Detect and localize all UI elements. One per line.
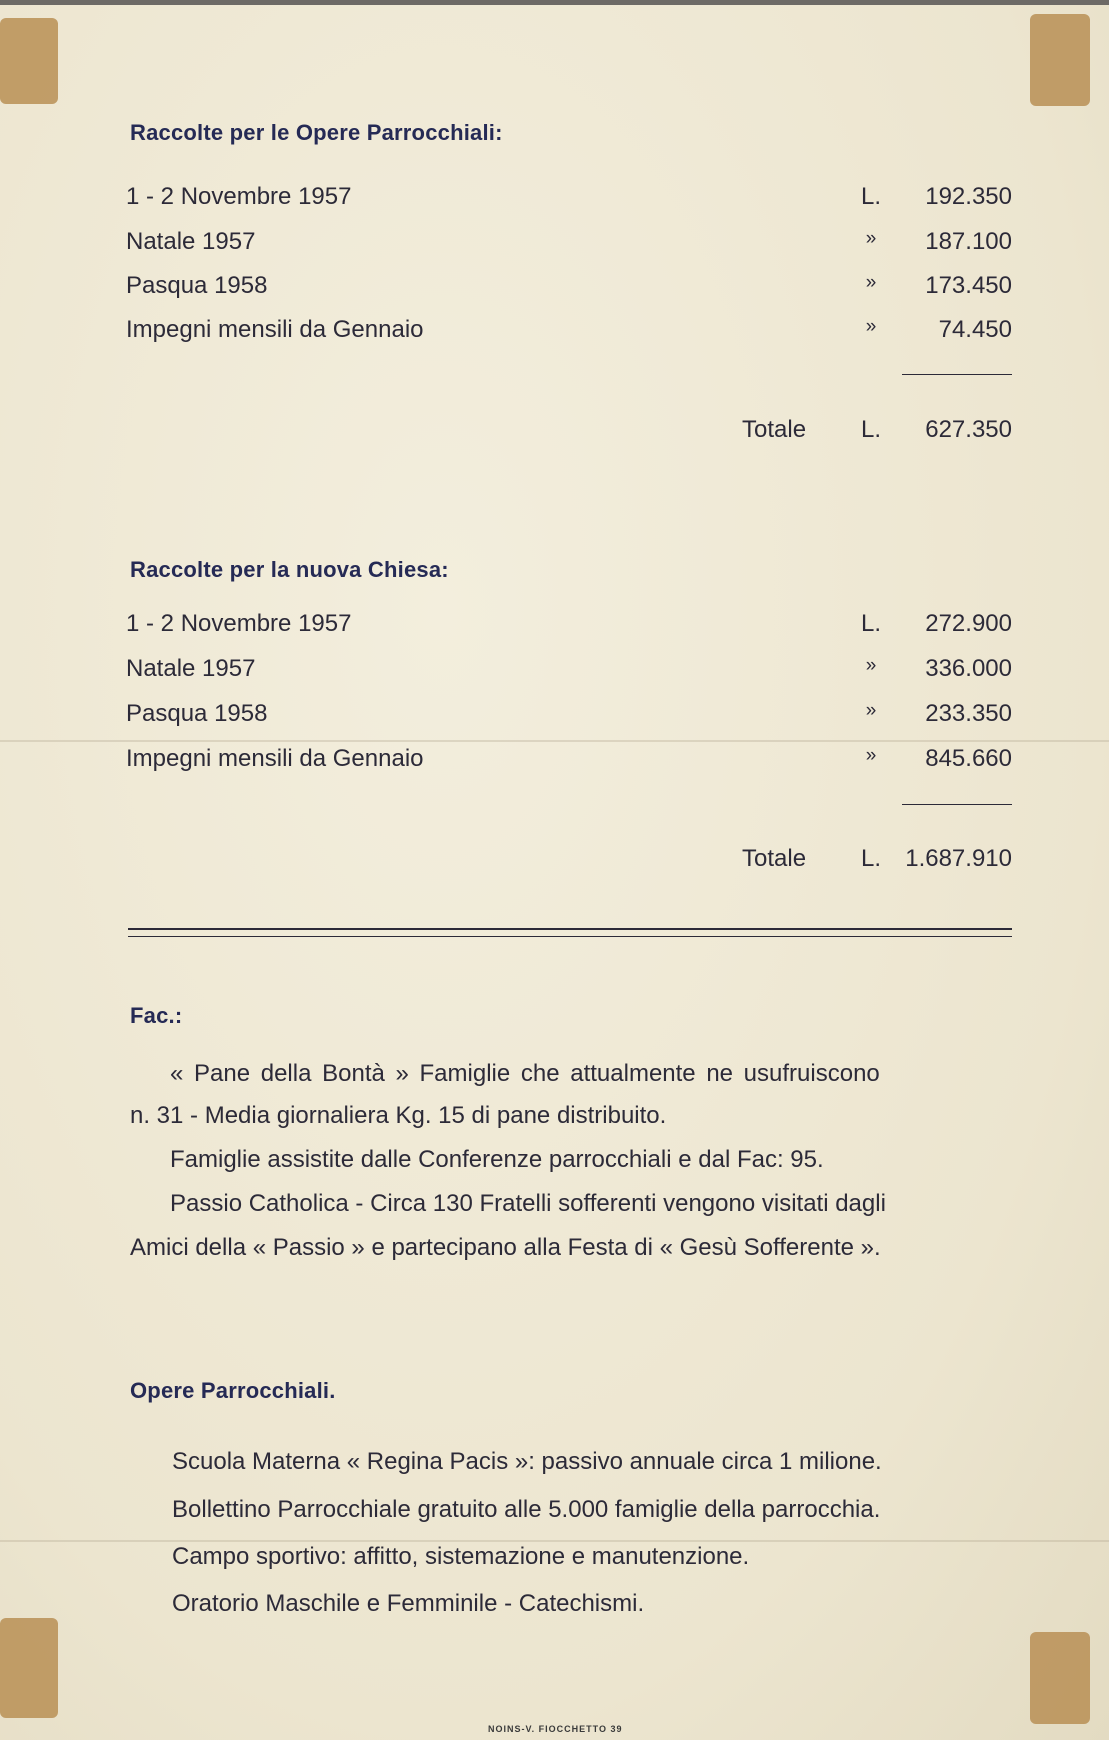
row-amount: 336.000 [925, 655, 1012, 682]
row-label: 1 - 2 Novembre 1957 [126, 610, 352, 637]
row-amount: 192.350 [925, 183, 1012, 210]
row-currency: » [865, 655, 877, 676]
fac-line: Amici della « Passio » e partecipano alla Festa di « Gesù Sofferente ». [130, 1234, 881, 1261]
fac-line: Passio Catholica - Circa 130 Fratelli sofferenti vengono visitati dagli [170, 1190, 886, 1217]
row-amount: 845.660 [925, 745, 1012, 772]
row-amount: 272.900 [925, 610, 1012, 637]
table-row [126, 183, 1012, 217]
row-label: 1 - 2 Novembre 1957 [126, 183, 352, 210]
tape-mark [0, 18, 58, 104]
row-currency: » [865, 700, 877, 721]
row-currency: » [865, 316, 877, 337]
section-divider [128, 936, 1012, 937]
table-row [126, 610, 1012, 644]
heading-opere-parrocchiali: Raccolte per le Opere Parrocchiali: [130, 120, 503, 145]
total-currency: L. [860, 845, 881, 872]
tape-mark [1030, 1632, 1090, 1724]
row-amount: 233.350 [925, 700, 1012, 727]
total-amount: 627.350 [925, 416, 1012, 443]
fold-crease [0, 740, 1109, 742]
opere-line: Campo sportivo: affitto, sistemazione e manutenzione. [172, 1543, 750, 1570]
total-label: Totale [742, 416, 807, 443]
row-label: Pasqua 1958 [126, 700, 268, 727]
row-amount: 74.450 [938, 316, 1012, 343]
total-amount: 1.687.910 [905, 845, 1012, 872]
tape-mark [0, 1618, 58, 1718]
section-divider [128, 928, 1012, 930]
row-currency: L. [860, 610, 881, 637]
total-label: Totale [742, 845, 807, 872]
table-row [126, 316, 1012, 350]
table-row [126, 700, 1012, 734]
printer-mark: NOINS-V. FIOCCHETTO 39 [488, 1724, 623, 1734]
total-currency: L. [860, 416, 881, 443]
fac-line: « Pane della Bontà » Famiglie che attualmente ne usufruiscono [170, 1060, 880, 1087]
total-row [126, 845, 1012, 879]
row-label: Natale 1957 [126, 228, 256, 255]
table-row [126, 228, 1012, 262]
row-label: Impegni mensili da Gennaio [126, 745, 424, 772]
table-row [126, 655, 1012, 689]
total-row [126, 416, 1012, 450]
fac-line: Famiglie assistite dalle Conferenze parrocchiali e dal Fac: 95. [170, 1146, 824, 1173]
row-currency: » [865, 228, 877, 249]
row-currency: L. [860, 183, 881, 210]
sum-rule [902, 374, 1012, 375]
row-label: Pasqua 1958 [126, 272, 268, 299]
heading-fac: Fac.: [130, 1003, 183, 1028]
opere-line: Bollettino Parrocchiale gratuito alle 5.000 famiglie della parrocchia. [172, 1496, 881, 1523]
page-edge [0, 0, 1109, 5]
table-row [126, 272, 1012, 306]
table-row [126, 745, 1012, 779]
opere-line: Oratorio Maschile e Femminile - Catechismi. [172, 1590, 645, 1617]
heading-nuova-chiesa: Raccolte per la nuova Chiesa: [130, 557, 449, 582]
row-currency: » [865, 745, 877, 766]
heading-opere-parrocchiali-list: Opere Parrocchiali. [130, 1378, 336, 1403]
row-label: Natale 1957 [126, 655, 256, 682]
tape-mark [1030, 14, 1090, 106]
row-amount: 187.100 [925, 228, 1012, 255]
fac-line: n. 31 - Media giornaliera Kg. 15 di pane distribuito. [130, 1102, 667, 1129]
opere-line: Scuola Materna « Regina Pacis »: passivo annuale circa 1 milione. [172, 1448, 882, 1475]
row-amount: 173.450 [925, 272, 1012, 299]
row-currency: » [865, 272, 877, 293]
sum-rule [902, 804, 1012, 805]
row-label: Impegni mensili da Gennaio [126, 316, 424, 343]
